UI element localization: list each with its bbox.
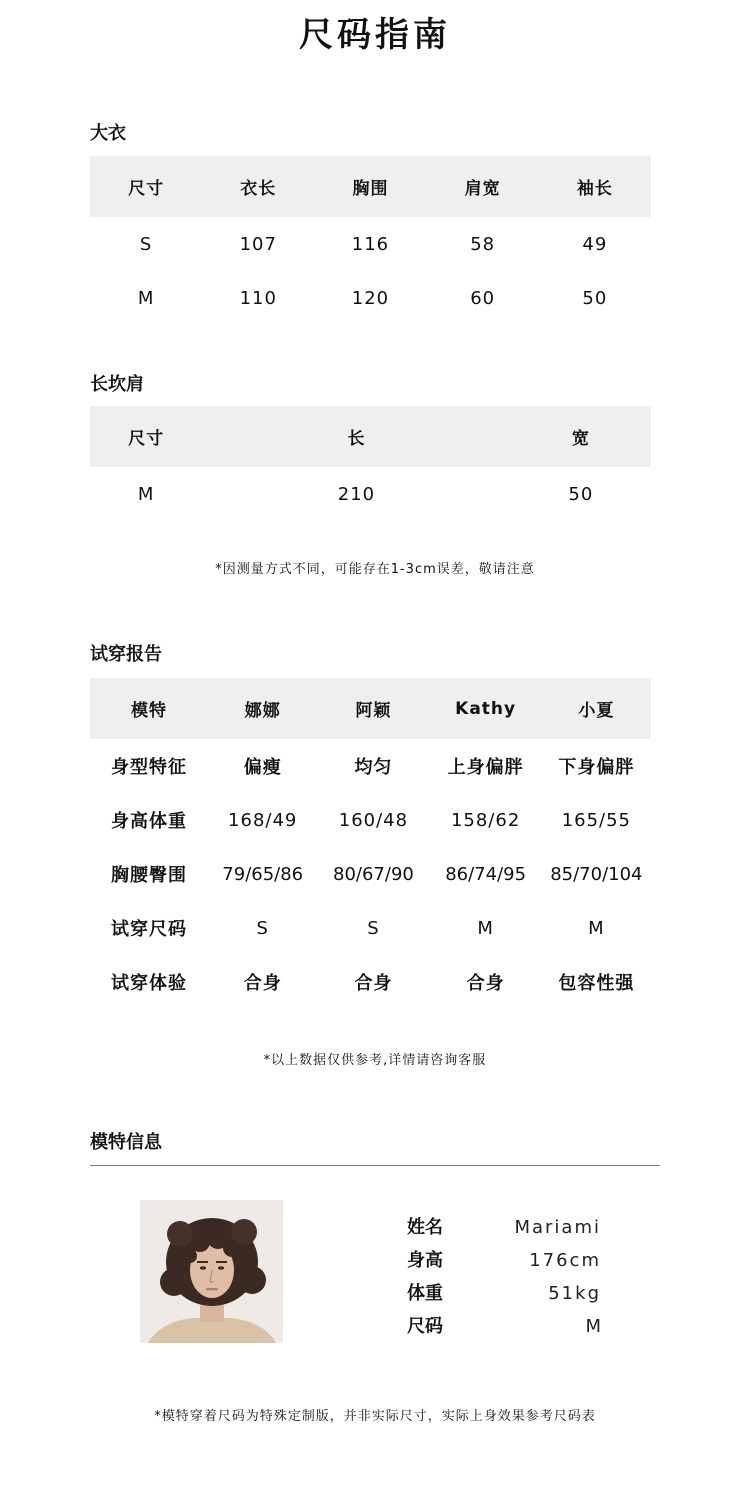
header-cell: 模特 (90, 678, 208, 739)
row-label: 身型特征 (111, 757, 188, 778)
table-cell: M (137, 287, 155, 309)
table-cell: 85/70/104 (550, 863, 643, 885)
table-cell: 合身 (243, 973, 282, 994)
model-size-row (407, 1310, 607, 1343)
weight-value: 51kg (548, 1283, 601, 1304)
table-cell: 合身 (466, 973, 505, 994)
tryon-table (90, 678, 651, 1009)
header-cell: 宽 (511, 406, 651, 467)
table-cell: S (256, 917, 269, 939)
model-weight-row (407, 1277, 607, 1310)
row-label: 胸腰臀围 (111, 865, 188, 886)
table-cell: 86/74/95 (445, 863, 527, 885)
table-row (90, 955, 651, 1009)
table-cell: M (137, 483, 155, 505)
row-label: 身高体重 (111, 811, 188, 832)
table-row (90, 467, 651, 521)
header-cell: 阿颖 (317, 678, 429, 739)
table-row (90, 901, 651, 955)
table-cell: 58 (470, 233, 496, 255)
table-header-row (90, 678, 651, 739)
table-cell: 均匀 (354, 757, 393, 778)
height-value: 176cm (529, 1250, 601, 1271)
header-cell: 长 (202, 406, 511, 467)
model-height-row (407, 1244, 607, 1277)
size-label: 尺码 (407, 1316, 443, 1337)
table-cell: 107 (239, 233, 277, 255)
table-header-row (90, 406, 651, 467)
header-cell: 肩宽 (427, 156, 539, 217)
table-cell: 79/65/86 (222, 863, 304, 885)
model-photo (140, 1200, 283, 1343)
table-row (90, 739, 651, 793)
name-label: 姓名 (407, 1217, 443, 1238)
shawl-size-table (90, 406, 651, 521)
coat-section-title: 大衣 (90, 123, 126, 144)
reference-note: *以上数据仅供参考,详情请咨询客服 (263, 1053, 487, 1068)
header-cell: Kathy (430, 678, 542, 739)
table-header-row (90, 156, 651, 217)
table-cell: S (367, 917, 380, 939)
table-cell: 160/48 (338, 809, 409, 831)
table-cell: 49 (582, 233, 608, 255)
header-cell: 小夏 (542, 678, 651, 739)
shawl-section-title: 长坎肩 (90, 374, 144, 395)
model-section-title: 模特信息 (90, 1132, 162, 1153)
table-cell: 50 (582, 287, 608, 309)
table-cell: 偏瘦 (243, 757, 282, 778)
table-cell: 116 (351, 233, 390, 255)
table-cell: 合身 (354, 973, 393, 994)
table-row (90, 271, 651, 325)
table-cell: 包容性强 (558, 973, 635, 994)
table-cell: 80/67/90 (333, 863, 414, 885)
row-label: 试穿尺码 (111, 919, 188, 940)
page-title: 尺码指南 (299, 15, 451, 55)
measurement-note: *因测量方式不同，可能存在1-3cm误差，敬请注意 (215, 562, 535, 577)
table-cell: M (588, 917, 605, 939)
table-cell: 上身偏胖 (447, 757, 524, 778)
table-cell: 下身偏胖 (558, 757, 635, 778)
table-cell: S (139, 233, 153, 255)
tryon-section-title: 试穿报告 (90, 644, 162, 665)
name-value: Mariami (514, 1217, 601, 1238)
table-cell: 120 (351, 287, 390, 309)
header-cell: 尺寸 (90, 406, 202, 467)
header-cell: 胸围 (314, 156, 426, 217)
coat-size-table (90, 156, 651, 325)
row-label: 试穿体验 (111, 973, 188, 994)
section-divider (90, 1165, 660, 1166)
size-value: M (585, 1316, 603, 1337)
table-row (90, 793, 651, 847)
weight-label: 体重 (407, 1283, 443, 1304)
table-cell: 158/62 (450, 809, 521, 831)
table-cell: 210 (337, 483, 376, 505)
table-cell: 168/49 (228, 809, 298, 831)
table-cell: 60 (470, 287, 496, 309)
model-size-note: *模特穿着尺码为特殊定制版，并非实际尺寸，实际上身效果参考尺码表 (154, 1409, 596, 1424)
table-row (90, 217, 651, 271)
table-cell: 50 (568, 483, 594, 505)
table-row (90, 847, 651, 901)
height-label: 身高 (407, 1250, 443, 1271)
table-cell: M (477, 917, 494, 939)
model-name-row (407, 1211, 607, 1244)
table-cell: 110 (239, 287, 277, 309)
header-cell: 尺寸 (90, 156, 202, 217)
table-cell: 165/55 (561, 809, 632, 831)
header-cell: 衣长 (202, 156, 314, 217)
header-cell: 娜娜 (208, 678, 317, 739)
header-cell: 袖长 (539, 156, 651, 217)
